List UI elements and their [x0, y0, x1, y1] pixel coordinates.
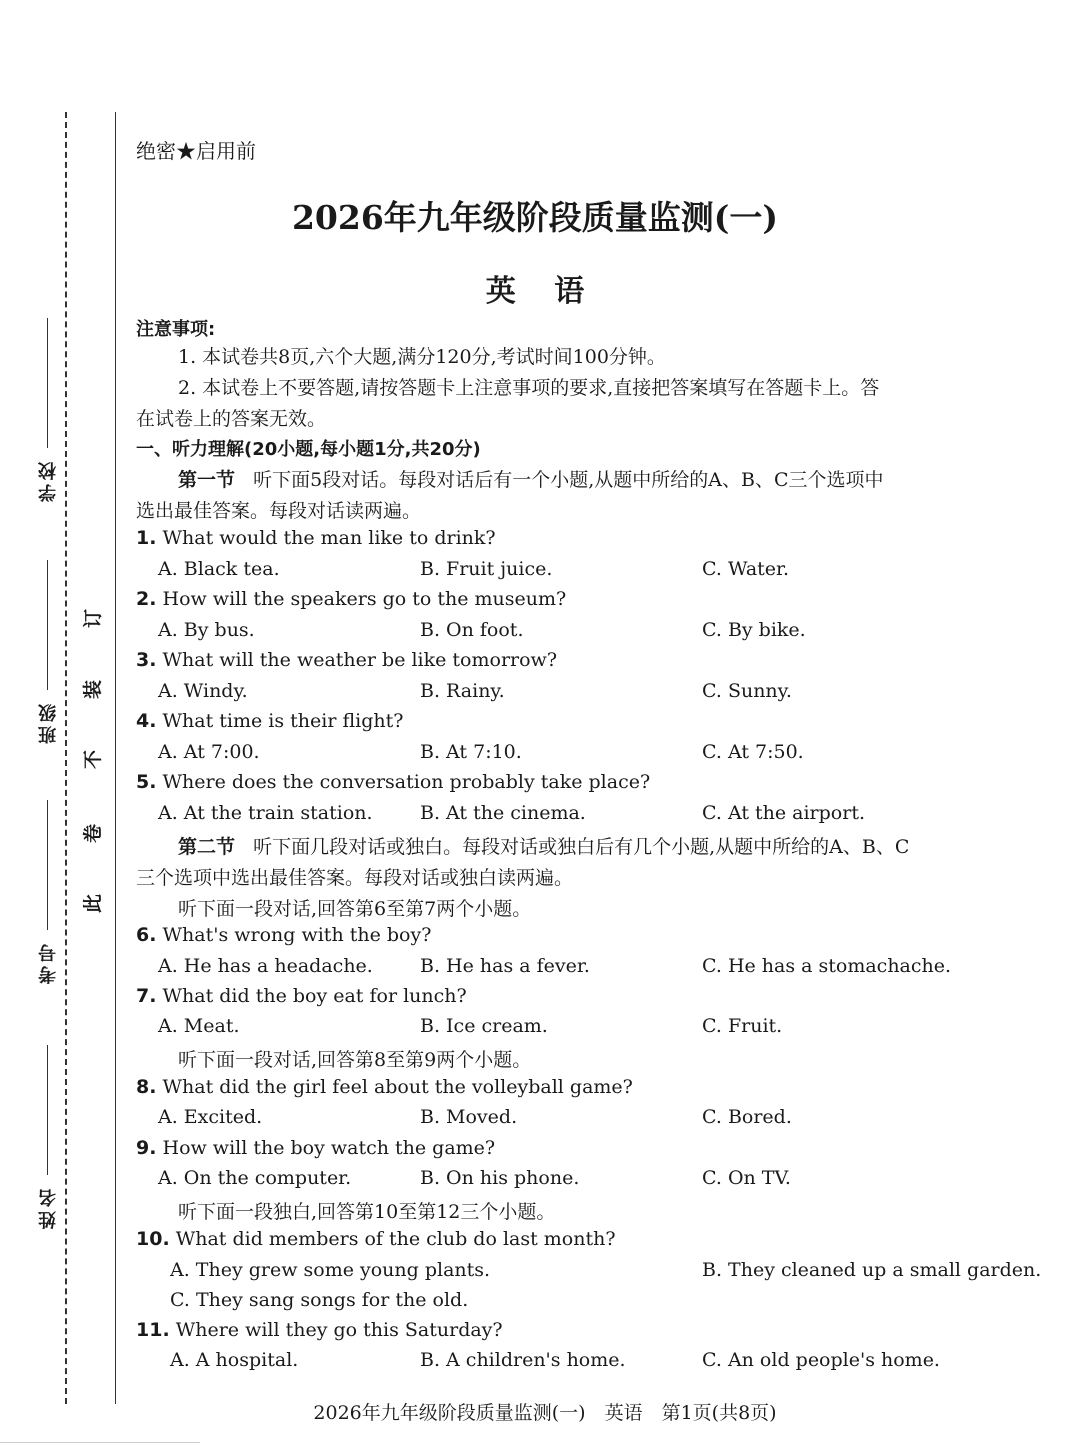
seal-char: 此 [82, 893, 105, 914]
question-text: What time is their flight? [162, 710, 404, 732]
option-c: C. On TV. [702, 1167, 791, 1189]
question-text: How will the speakers go to the museum? [162, 588, 567, 610]
notice-item: 1. 本试卷共8页,六个大题,满分120分,考试时间100分钟。 [178, 346, 666, 368]
question-number: 9. [136, 1137, 157, 1159]
option-c: C. At the airport. [702, 802, 866, 824]
part1-text: 听下面5段对话。每段对话后有一个小题,从题中所给的A、B、C三个选项中 [253, 469, 884, 491]
option-a: A. On the computer. [158, 1167, 352, 1189]
part1-instructions-cont: 选出最佳答案。每段对话读两遍。 [136, 500, 422, 522]
part1-label: 第一节 [178, 469, 236, 491]
option-c: C. He has a stomachache. [702, 955, 952, 977]
question [136, 1137, 495, 1159]
question-text: What did the boy eat for lunch? [162, 985, 467, 1007]
seal-char: 装 [82, 679, 105, 700]
question-text: What did members of the club do last month? [175, 1228, 616, 1250]
option-c: C. By bike. [702, 619, 806, 641]
class-label: 班级 [38, 700, 59, 744]
school-label: 学校 [38, 458, 59, 502]
option-a: A. At the train station. [158, 802, 373, 824]
option-a: A. A hospital. [170, 1349, 299, 1371]
question-text: How will the boy watch the game? [162, 1137, 496, 1159]
question [136, 771, 650, 793]
option-b: B. On his phone. [420, 1167, 580, 1189]
question-number: 6. [136, 924, 157, 946]
dialogue-instruction: 听下面一段对话,回答第8至第9两个小题。 [178, 1049, 532, 1071]
question [136, 527, 496, 549]
question-number: 8. [136, 1076, 157, 1098]
monologue-instruction: 听下面一段独白,回答第10至第12三个小题。 [178, 1201, 556, 1223]
class-field [20, 560, 60, 800]
subject-title: 英 语 [485, 274, 585, 309]
question-number: 4. [136, 710, 157, 732]
question-text: Where does the conversation probably take place? [162, 771, 651, 793]
seal-char: 订 [82, 608, 105, 629]
option-a: A. Windy. [158, 680, 248, 702]
dialogue-instruction: 听下面一段对话,回答第6至第7两个小题。 [178, 898, 532, 920]
part2-text: 听下面几段对话或独白。每段对话或独白后有几个小题,从题中所给的A、B、C [253, 836, 910, 858]
option-b: B. Rainy. [420, 680, 505, 702]
question [136, 1319, 503, 1341]
option-c: C. Bored. [702, 1106, 792, 1128]
page-footer: 2026年九年级阶段质量监测(一) 英语 第1页(共8页) [313, 1402, 777, 1424]
part1-instructions [178, 465, 884, 492]
name-field [20, 1045, 60, 1285]
school-field [20, 318, 60, 558]
part2-instructions [178, 832, 909, 859]
part2-instructions-cont: 三个选项中选出最佳答案。每段对话或独白读两遍。 [136, 867, 574, 889]
question [136, 985, 467, 1007]
option-b: B. Moved. [420, 1106, 518, 1128]
section-heading: 一、听力理解(20小题,每小题1分,共20分) [136, 439, 481, 460]
option-b: B. At 7:10. [420, 741, 522, 763]
option-b: B. He has a fever. [420, 955, 590, 977]
page-title: 2026年九年级阶段质量监测(一) [291, 198, 779, 237]
name-label: 姓名 [38, 1185, 59, 1229]
question-text: What did the girl feel about the volleyball game? [162, 1076, 633, 1098]
question-text: What's wrong with the boy? [162, 924, 432, 946]
question [136, 1076, 633, 1098]
question [136, 924, 431, 946]
question-number: 1. [136, 527, 157, 549]
binding-solid-line [115, 112, 116, 1404]
exam-number-label: 考号 [38, 940, 59, 984]
option-a: A. By bus. [158, 619, 255, 641]
confidential-mark: 绝密★启用前 [136, 139, 256, 163]
option-b: B. Ice cream. [420, 1015, 548, 1037]
option-c: C. Fruit. [702, 1015, 783, 1037]
question-text: Where will they go this Saturday? [175, 1319, 503, 1341]
seal-char: 卷 [82, 823, 105, 844]
option-b: B. They cleaned up a small garden. [702, 1259, 1042, 1281]
option-a: A. Meat. [158, 1015, 240, 1037]
part2-label: 第二节 [178, 836, 236, 858]
question-number: 2. [136, 588, 157, 610]
option-c: C. At 7:50. [702, 741, 804, 763]
exam-number-field [20, 800, 60, 1040]
option-c: C. Water. [702, 558, 790, 580]
option-c: C. An old people's home. [702, 1349, 940, 1371]
question [136, 1228, 616, 1250]
option-a: A. They grew some young plants. [170, 1259, 491, 1281]
notice-item-cont: 在试卷上的答案无效。 [136, 408, 327, 430]
binding-dashed-line [65, 112, 67, 1404]
option-b: B. On foot. [420, 619, 524, 641]
question-number: 11. [136, 1319, 170, 1341]
option-b: B. A children's home. [420, 1349, 626, 1371]
question-number: 3. [136, 649, 157, 671]
option-b: B. At the cinema. [420, 802, 586, 824]
option-a: A. Black tea. [158, 558, 280, 580]
question-number: 10. [136, 1228, 170, 1250]
option-a: A. He has a headache. [158, 955, 373, 977]
question-number: 7. [136, 985, 157, 1007]
question-text: What will the weather be like tomorrow? [162, 649, 558, 671]
option-c: C. Sunny. [702, 680, 792, 702]
notice-item: 2. 本试卷上不要答题,请按答题卡上注意事项的要求,直接把答案填写在答题卡上。答 [178, 377, 880, 399]
question [136, 649, 557, 671]
bottom-rule [0, 1442, 200, 1443]
question-text: What would the man like to drink? [162, 527, 496, 549]
question [136, 710, 403, 732]
question-number: 5. [136, 771, 157, 793]
option-c: C. They sang songs for the old. [170, 1289, 469, 1311]
option-a: A. At 7:00. [158, 741, 260, 763]
option-a: A. Excited. [158, 1106, 263, 1128]
notice-heading: 注意事项: [136, 319, 216, 340]
option-b: B. Fruit juice. [420, 558, 553, 580]
question [136, 588, 566, 610]
seal-char: 不 [82, 749, 105, 770]
